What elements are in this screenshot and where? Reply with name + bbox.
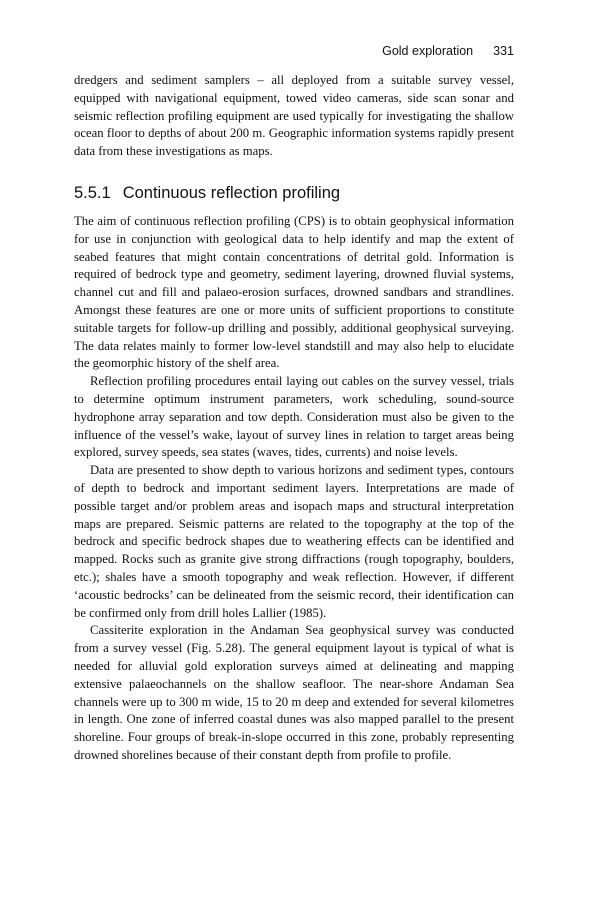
intro-paragraph: dredgers and sediment samplers – all deployed from a suitable survey vessel, equipped with navigational equipment, towed video cameras, side scan sonar and seismic reflection profiling equipment are used typically for investigating the shallow ocean floor to depths of about 200 m. Geographic information systems rapidly present data from these investigations as maps. (74, 73, 514, 159)
running-title: Gold exploration (382, 44, 474, 58)
paragraph-procedures: Reflection profiling procedures entail laying out cables on the survey vessel, trials to determine optimum instrument parameters, work scheduling, sound-source hydrophone array separation and tow depth. Consideration must also be given to the influence of the vessel’s wake, layout of survey lines in relation to target areas being explored, survey speeds, sea states (waves, tides, currents) and noise levels. (74, 374, 514, 460)
running-header (74, 44, 514, 62)
body-text (74, 72, 514, 765)
section-number: 5.5.1 (74, 183, 111, 202)
section-title: Continuous reflection profiling (122, 183, 341, 202)
paragraph-cassiterite: Cassiterite exploration in the Andaman Sea geophysical survey was conducted from a survey vessel (Fig. 5.28). The general equipment layout is typical of what is needed for alluvial gold exploration surveys aimed at delineating and mapping extensive palaeochannels on the shallow seafloor. The near-shore Andaman Sea channels were up to 300 m wide, 15 to 20 m deep and extended for several kilometres in length. One zone of inferred coastal dunes was also mapped parallel to the present shoreline. Four groups of break-in-slope occurred in this zone, probably representing drowned shorelines because of their constant depth from profile to profile. (74, 623, 514, 762)
paragraph-aim: The aim of continuous reflection profiling (CPS) is to obtain geophysical information for use in conjunction with geological data to help identify and map the extent of seabed features that might contain concentrations of detrital gold. Information is required of bedrock type and geometry, sediment layering, drowned fluvial systems, channel cut and fill and palaeo-erosion surfaces, drowned sandbars and strandlines. Amongst these features are one or more units of sufficient proportions to constitute suitable targets for follow-up drilling and possibly, additional geophysical surveying. The data relates mainly to former low-level standstill and may also help to elucidate the geomorphic history of the shelf area. (74, 213, 514, 371)
section-heading (74, 183, 514, 203)
page-number: 331 (493, 44, 514, 58)
paragraph-data: Data are presented to show depth to various horizons and sediment types, contours of depth to bedrock and important sediment layers. Interpretations are made of possible target and/or problem areas and isopach maps and structural interpretation maps are prepared. Seismic patterns are related to the topography at the top of the bedrock and specific bedrock shapes due to weathering effects can be identified and mapped. Rocks such as granite give strong diffractions (rough topography, boulders, etc.); shales have a smooth topography and weak reflection. However, if different ‘acoustic bedrocks’ can be delineated from the seismic record, their identification can be confirmed only from drill holes Lallier (1985). (74, 463, 514, 620)
